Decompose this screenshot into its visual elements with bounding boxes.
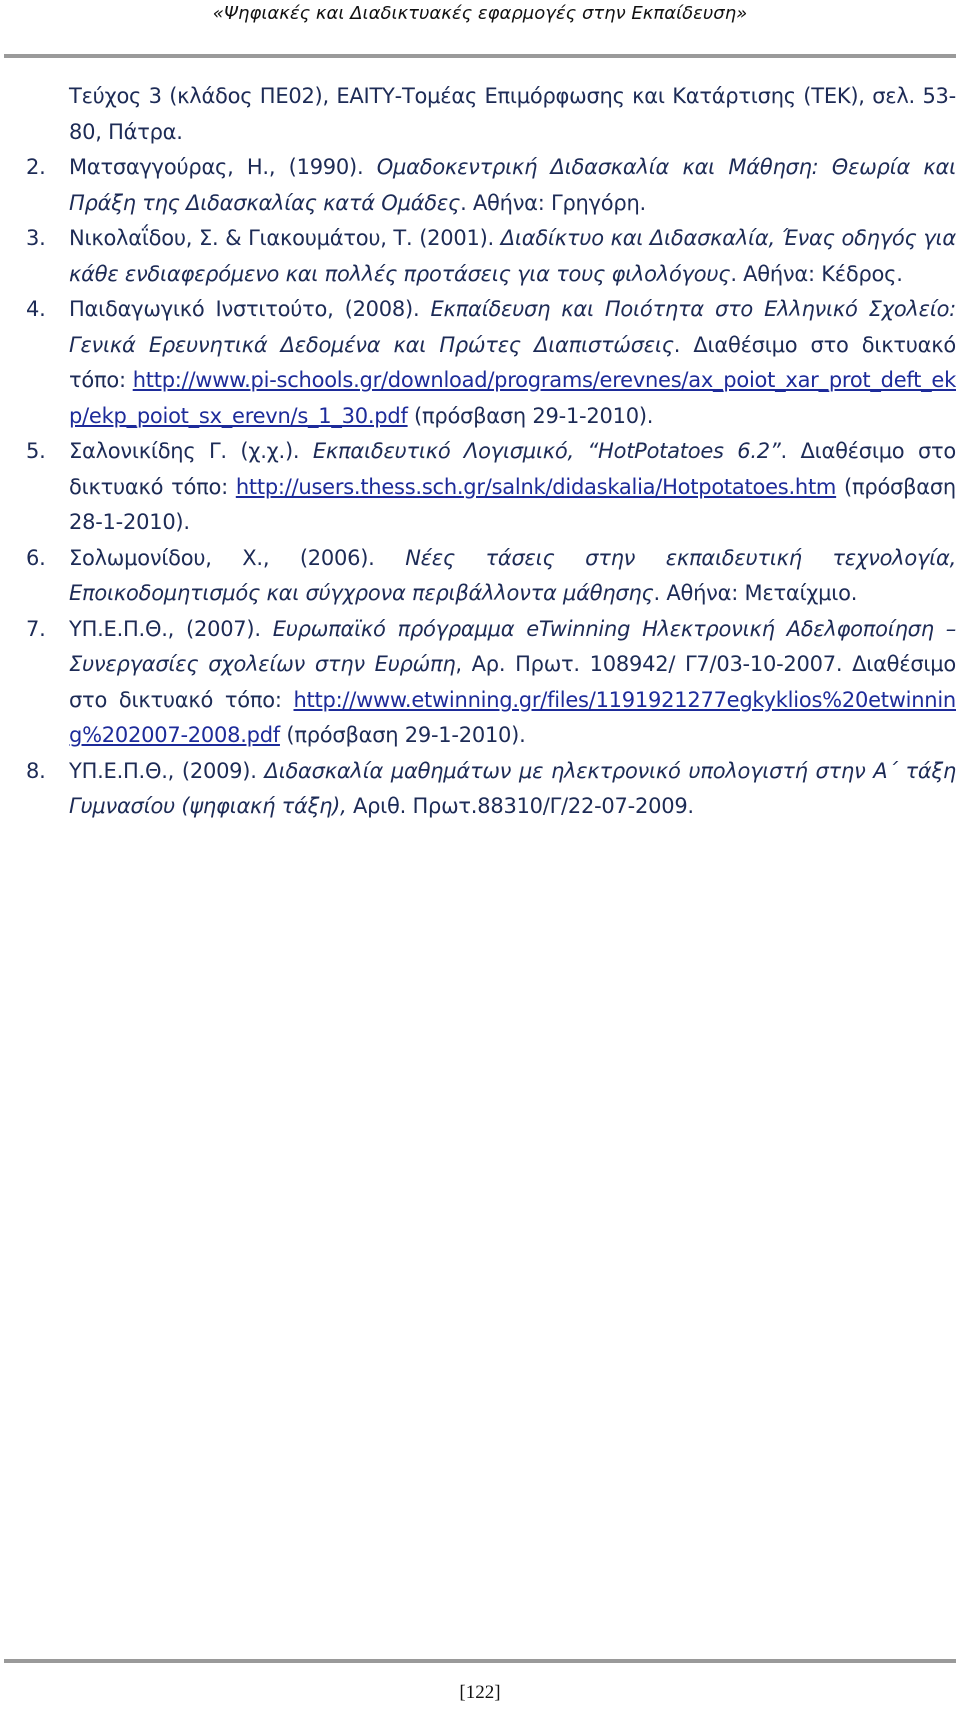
reference-number: 7. bbox=[26, 616, 46, 641]
reference-list bbox=[26, 79, 956, 825]
reference-authors: ΥΠ.Ε.Π.Θ., (2007). bbox=[69, 616, 273, 641]
reference-publisher: . Αθήνα: Κέδρος. bbox=[730, 261, 903, 286]
reference-authors: ΥΠ.Ε.Π.Θ., (2009). bbox=[69, 758, 265, 783]
reference-url-link[interactable]: http://www.pi-schools.gr/download/programs/erevnes/ax_poiot_xar_prot_deft_ekp/ekp_poiot_sx_erevn/s_1_30.pdf bbox=[69, 368, 956, 428]
reference-continuation bbox=[26, 79, 956, 150]
reference-url-link[interactable]: http://www.etwinning.gr/files/1191921277egkyklios%20etwinning%202007-2008.pdf bbox=[69, 687, 956, 747]
header-divider bbox=[4, 54, 956, 58]
reference-publisher: . Αθήνα: Μεταίχμιο. bbox=[653, 581, 858, 605]
reference-item-8 bbox=[26, 754, 956, 825]
reference-title: Νέες τάσεις στην εκπαιδευτική τεχνολογία, Εποικοδομητισμός και σύγχρονα περιβάλλοντα μάθησης bbox=[69, 545, 956, 605]
reference-title: Εκπαίδευση και Ποιότητα στο Ελληνικό Σχολείο: Γενικά Ερευνητικά Δεδομένα και Πρώτες Διαπιστώσεις bbox=[69, 297, 956, 357]
reference-availability: . Διαθέσιμο στο δικτυακό τόπο: bbox=[69, 439, 956, 499]
footer-divider bbox=[4, 1659, 956, 1663]
reference-access-date: (πρόσβαση 29-1-2010). bbox=[279, 723, 526, 747]
reference-item-7 bbox=[26, 612, 956, 754]
running-header: «Ψηφιακές και Διαδικτυακές εφαρμογές στην Εκπαίδευση» bbox=[212, 3, 748, 24]
reference-number: 4. bbox=[26, 297, 46, 321]
reference-item-3 bbox=[26, 221, 956, 292]
reference-title: Διαδίκτυο και Διδασκαλία, Ένας οδηγός για κάθε ενδιαφερόμενο και πολλές προτάσεις για τους φιλολόγους bbox=[69, 226, 956, 286]
reference-protocol: Αριθ. Πρωτ.88310/Γ/22-07-2009. bbox=[346, 794, 694, 818]
reference-authors: Σολωμονίδου, Χ., (2006). bbox=[69, 545, 406, 570]
reference-number: 8. bbox=[26, 758, 46, 783]
reference-number: 2. bbox=[26, 155, 46, 179]
reference-protocol: , Αρ. Πρωτ. 108942/ Γ7/03-10-2007. Διαθέσιμο στο δικτυακό τόπο: bbox=[69, 652, 956, 712]
reference-item-5 bbox=[26, 434, 956, 541]
reference-title: Ευρωπαϊκό πρόγραμμα eTwinning Ηλεκτρονική Αδελφοποίηση –Συνεργασίες σχολείων στην Ευρώπη bbox=[69, 616, 956, 676]
reference-title: Εκπαιδευτικό Λογισμικό, “HotPotatoes 6.2” bbox=[312, 439, 781, 463]
reference-number: 5. bbox=[26, 439, 46, 463]
reference-title: Διδασκαλία μαθημάτων με ηλεκτρονικό υπολογιστή στην Α΄ τάξη Γυμνασίου (ψηφιακή τάξη), bbox=[69, 758, 956, 818]
reference-access-date: (πρόσβαση 28-1-2010). bbox=[69, 474, 956, 534]
reference-access-date: (πρόσβαση 29-1-2010). bbox=[407, 403, 654, 428]
reference-authors: Σαλονικίδης Γ. (χ.χ.). bbox=[69, 439, 313, 463]
reference-authors: Νικολαΐδου, Σ. & Γιακουμάτου, Τ. (2001). bbox=[69, 226, 501, 250]
reference-publisher: . Αθήνα: Γρηγόρη. bbox=[460, 190, 646, 215]
page-number: [122] bbox=[459, 1682, 501, 1703]
reference-authors: Ματσαγγούρας, Η., (1990). bbox=[69, 155, 377, 179]
reference-item-4 bbox=[26, 292, 956, 434]
reference-availability: . Διαθέσιμο στο δικτυακό τόπο: bbox=[69, 332, 956, 392]
continuation-text: Τεύχος 3 (κλάδος ΠΕ02), ΕΑΙΤΥ-Τομέας Επιμόρφωσης και Κατάρτισης (ΤΕΚ), σελ. 53-80, Πάτρα. bbox=[69, 84, 956, 144]
reference-url-link[interactable]: http://users.thess.sch.gr/salnk/didaskalia/Hotpotatoes.htm bbox=[235, 474, 837, 499]
reference-number: 6. bbox=[26, 545, 46, 570]
reference-item-2 bbox=[26, 150, 956, 221]
reference-title: Ομαδοκεντρική Διδασκαλία και Μάθηση: Θεωρία και Πράξη της Διδασκαλίας κατά Ομάδες bbox=[69, 155, 956, 215]
reference-authors: Παιδαγωγικό Ινστιτούτο, (2008). bbox=[69, 297, 431, 321]
reference-item-6 bbox=[26, 541, 956, 612]
reference-number: 3. bbox=[26, 226, 46, 250]
